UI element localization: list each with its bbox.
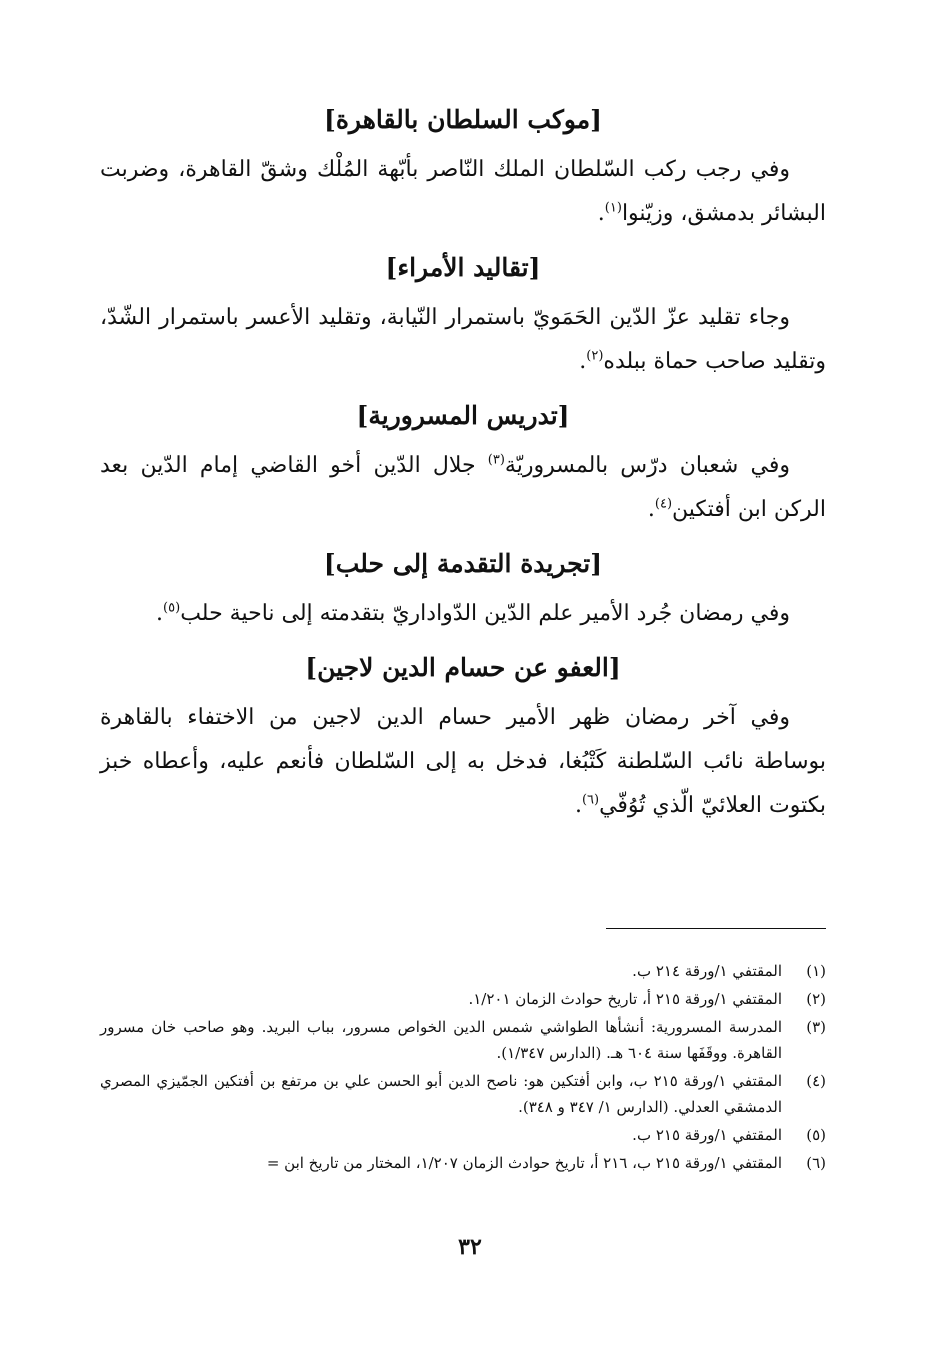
section-aleppo-expedition <box>100 544 826 636</box>
paragraph <box>100 444 826 532</box>
footnote-item <box>100 1122 826 1148</box>
footnote-number: (١) <box>806 962 826 980</box>
section-heading: [العفو عن حسام الدين لاجين] <box>305 653 621 682</box>
section-heading: [تقاليد الأمراء] <box>385 253 541 282</box>
footnote-ref[interactable]: (٦) <box>581 792 600 808</box>
footnote-item <box>100 958 826 984</box>
section-masruriya-teaching <box>100 396 826 532</box>
paragraph-text: وجاء تقليد عزّ الدّين الحَمَويّ باستمرار النّيابة، وتقليد الأعسر باستمرار الشّدّ، وتقليد صاحب حماة ببلده <box>100 305 826 374</box>
footnote-text: المقتفي ١/ورقة ٢١٥ ب، ٢١٦ أ، تاريخ حوادث الزمان ١/٢٠٧، المختار من تاريخ ابن = <box>266 1154 782 1172</box>
paragraph-text: وفي رجب ركب السّلطان الملك النّاصر بأبّهة المُلْك وشقّ القاهرة، وضربت البشائر بدمشق، وزيّنوا <box>100 157 826 226</box>
section-lajin-pardon <box>100 648 826 828</box>
footnote-number: (٢) <box>806 990 826 1008</box>
footnote-number: (٤) <box>806 1072 826 1090</box>
section-heading: [موكب السلطان بالقاهرة] <box>324 105 602 134</box>
footnote-ref[interactable]: (٤) <box>654 496 673 512</box>
paragraph <box>100 696 826 828</box>
footnote-text: المقتفي ١/ورقة ٢١٤ ب. <box>632 962 782 980</box>
footnote-text: المقتفي ١/ورقة ٢١٥ أ، تاريخ حوادث الزمان ١/٢٠١. <box>468 990 782 1008</box>
paragraph <box>100 148 826 236</box>
main-text <box>100 100 826 840</box>
footnote-ref[interactable]: (١) <box>604 200 622 216</box>
paragraph-text: وفي آخر رمضان ظهر الأمير حسام الدين لاجين من الاختفاء بالقاهرة بوساطة نائب السّلطنة كَتْبُغا، فدخل به إلى السّلطان فأنعم عليه، وأعطاه خبز بكتوت العلائيّ الّذي تُوُفّي <box>100 705 826 818</box>
footnote-ref[interactable]: (٢) <box>586 348 604 364</box>
footnote-item <box>100 986 826 1012</box>
footnote-item <box>100 1068 826 1120</box>
paragraph-text: وفي شعبان درّس بالمسروريّة <box>504 453 790 478</box>
paragraph <box>100 296 826 384</box>
footnote-text: المقتفي ١/ورقة ٢١٥ ب، وابن أفتكين هو: ناصح الدين أبو الحسن علي بن مرتفع بن أفتكين الجمّيزي المصري الدمشقي العدلي. (الدارس ١/ ٣٤٧ و ٣٤٨). <box>100 1072 782 1116</box>
paragraph-text: وفي رمضان جُرد الأمير علم الدّين الدّواداريّ بتقدمته إلى ناحية حلب <box>180 601 790 626</box>
paragraph-tail: . <box>156 601 164 626</box>
footnote-separator <box>606 928 826 929</box>
section-sultan-procession <box>100 100 826 236</box>
section-emirs-appointments <box>100 248 826 384</box>
footnote-number: (٥) <box>806 1126 826 1144</box>
footnote-ref[interactable]: (٣) <box>487 452 505 468</box>
section-heading: [تجريدة التقدمة إلى حلب] <box>323 549 603 578</box>
footnote-number: (٦) <box>806 1154 826 1172</box>
section-heading: [تدريس المسرورية] <box>356 401 570 430</box>
footnotes <box>100 958 826 1178</box>
footnote-item <box>100 1014 826 1066</box>
page-number: ٣٢ <box>458 1234 482 1260</box>
footnote-ref[interactable]: (٥) <box>163 600 181 616</box>
paragraph-tail: . <box>574 793 582 818</box>
paragraph-tail: . <box>647 497 655 522</box>
paragraph-tail: . <box>579 349 587 374</box>
footnote-text: المقتفي ١/ورقة ٢١٥ ب. <box>632 1126 782 1144</box>
footnote-item <box>100 1150 826 1176</box>
footnote-number: (٣) <box>806 1018 826 1036</box>
footnote-text: المدرسة المسرورية: أنشأها الطواشي شمس الدين الخواص مسرور، بباب البريد. وهو صاحب خان مسرور القاهرة. ووقَفَها سنة ٦٠٤ هـ. (الدارس ١/٣٤٧). <box>100 1018 782 1062</box>
paragraph <box>100 592 826 636</box>
paragraph-tail: . <box>597 201 605 226</box>
paragraph-text-continued: جلال الدّين أخو القاضي إمام الدّين بعد الركن ابن أفتكين <box>100 453 826 522</box>
